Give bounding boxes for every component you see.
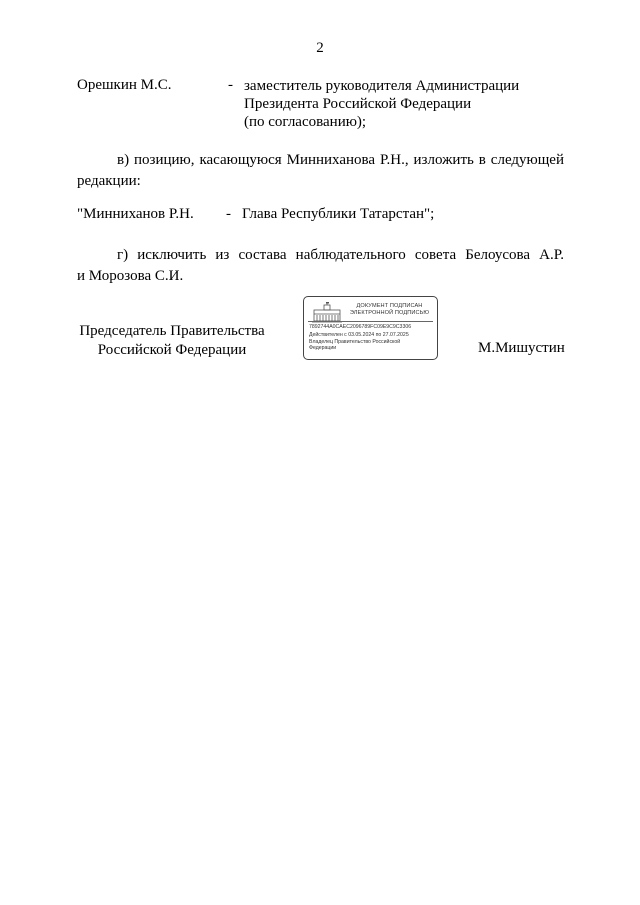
paragraph-g-line-1: г) исключить из состава наблюдательного совета Белоусова А.Р. bbox=[117, 247, 564, 263]
member-dash: - bbox=[228, 77, 233, 93]
government-building-icon bbox=[312, 301, 342, 323]
page-number: 2 bbox=[316, 40, 324, 56]
electronic-signature-stamp bbox=[303, 296, 438, 360]
member-role-line: Президента Российской Федерации bbox=[244, 96, 472, 112]
stamp-divider bbox=[308, 321, 433, 322]
member-name: Орешкин М.С. bbox=[77, 77, 172, 93]
stamp-owner-line-2: Федерации bbox=[309, 345, 337, 351]
stamp-certificate: 7892744A0CAEC2096789FC09E9C9C3306 bbox=[309, 324, 412, 330]
signer-title bbox=[77, 322, 267, 360]
paragraph-b bbox=[77, 150, 564, 192]
stamp-header bbox=[342, 303, 437, 317]
quoted-entry-name: "Минниханов Р.Н. bbox=[77, 206, 194, 222]
quoted-entry-dash: - bbox=[226, 206, 231, 222]
signer-name: М.Мишустин bbox=[478, 340, 565, 356]
member-role bbox=[244, 77, 519, 131]
quoted-entry-role: Глава Республики Татарстан"; bbox=[242, 206, 435, 222]
paragraph-g-line-2: и Морозова С.И. bbox=[77, 268, 184, 284]
paragraph-b-line-1: в) позицию, касающуюся Минниханова Р.Н., изложить в следующей bbox=[117, 152, 564, 168]
stamp-header-line-2: ЭЛЕКТРОННОЙ ПОДПИСЬЮ bbox=[349, 310, 430, 316]
paragraph-g bbox=[77, 245, 564, 287]
paragraph-b-line-2: редакции: bbox=[77, 173, 141, 189]
member-role-line: (по согласованию); bbox=[244, 114, 367, 130]
signer-title-line-1: Председатель Правительства bbox=[79, 323, 265, 339]
signer-title-line-2: Российской Федерации bbox=[97, 342, 247, 358]
stamp-validity: Действителен с 03.05.2024 по 27.07.2025 bbox=[309, 332, 409, 338]
stamp-owner-line-1: Владелец Правительство Российской bbox=[309, 339, 401, 345]
member-role-line: заместитель руководителя Администрации bbox=[244, 78, 520, 94]
stamp-header-line-1: ДОКУМЕНТ ПОДПИСАН bbox=[356, 303, 423, 309]
